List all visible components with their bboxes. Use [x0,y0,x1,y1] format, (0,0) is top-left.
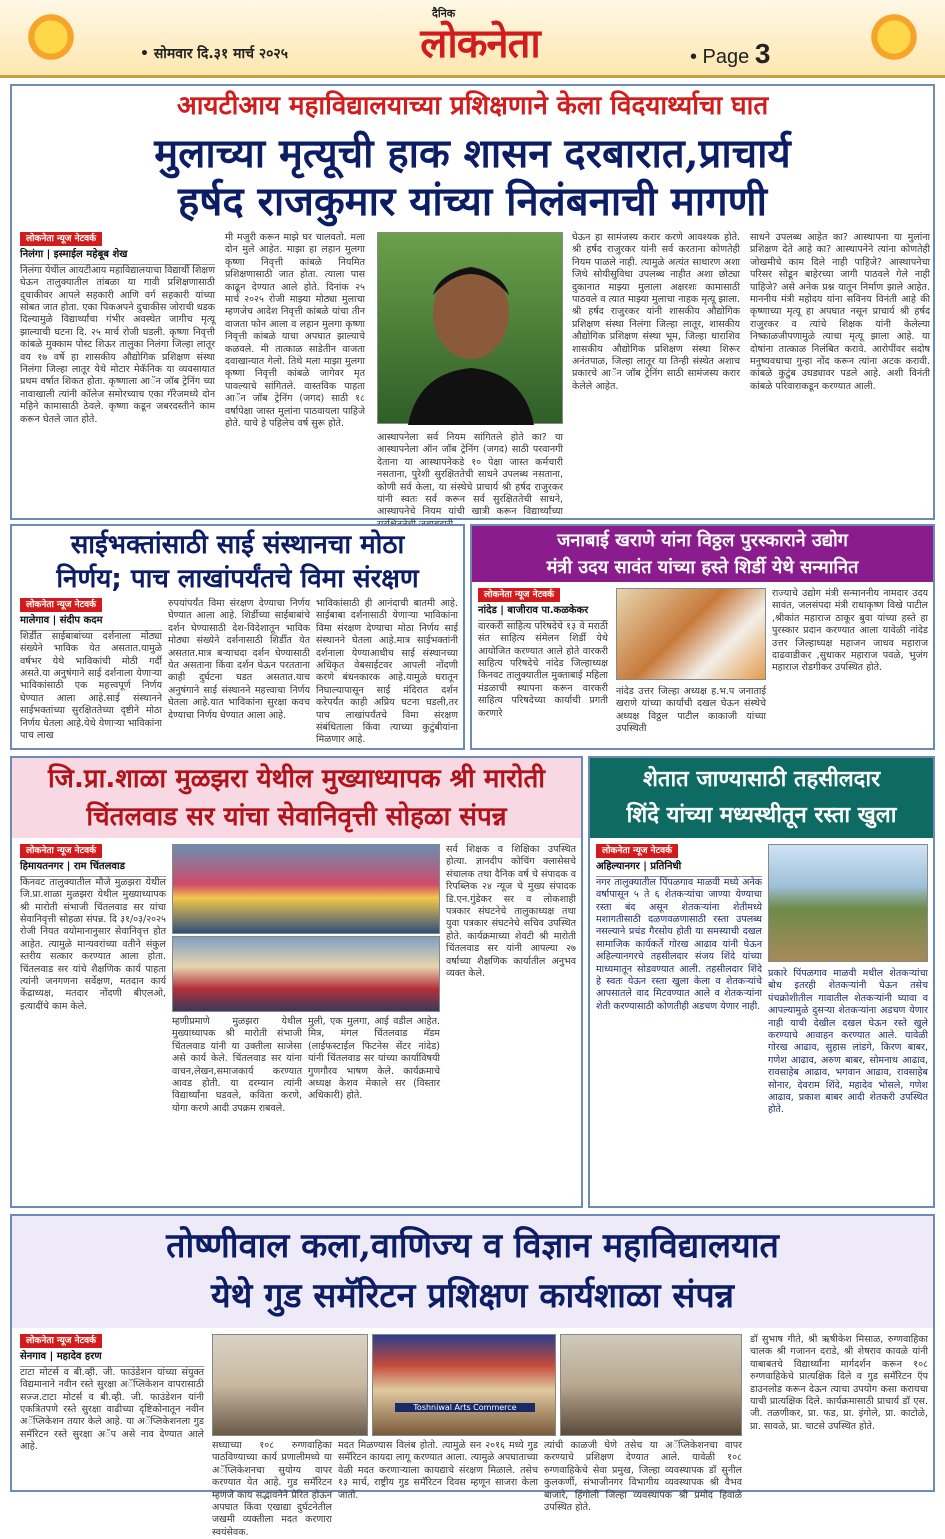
masthead [0,0,945,78]
story-kicker: आयटीआय महाविद्यालयाच्या प्रशिक्षणाने केला विदयार्थ्याचा घात [176,91,769,121]
byline-place: नांदेड | बाजीराव पा.कळकेकर [478,605,608,620]
article-text: मदत मिळण्यास विलंब होतो. त्यामुळे सन २०१६ मध्ये गुड समॅरिटन कायदा लागू करण्यात आला. त्यामुळे अपघाताच्या वेळी मदत करणाऱ्याला कायद्याचे संरक्षण मिळाले. तसेच १३ मार्च, राष्ट्रीय गुड समॅरिटन दिवस म्हणून साजरा केला जातो. [338,1440,538,1501]
article-text: घेऊन हा सामंजस्य करार करणे आवश्यक होते. श्री हर्षद राजुरकर यांनी सर्व करताना कोणतेही नियम पाळले नाही. त्यामुळे अत्यंत साधारण अशा जिथे सोयीसुविधा उपलब्ध नाहीत अशा छोट्या दुकानात माझ्या मुलाला अक्षरशः कामासाठी पाठवले व त्यात माझ्या मुलाचा नाहक मृत्यू झाला. श्री हर्षद राजुरकर यांनी शासकीय औद्योगिक प्रशिक्षण संस्था निलंगा जिल्हा लातूर, शासकीय औद्योगिक प्रशिक्षण संस्था भूम, जिल्हा धाराशिव शासकीय औद्योगिक प्रशिक्षण संस्था शिरूर अनंतपाळ, जिल्हा लातूर या तिन्ही संस्थेत अशाच प्रकारचे आॅन जॉब ट्रेनिंग साठी सामंजस्य करार केलेले आहेत. [572,232,740,392]
article-text: नांदेड उत्तर जिल्हा अध्यक्ष ह.भ.प जनाताई खराणे यांच्या कार्याची दखल घेऊन संस्थेचे अध्यक्ष विठ्ठल पाटील काकाजी यांच्या उपस्थिती [616,686,766,735]
workshop-photo [212,1334,368,1436]
headline-line: निर्णय; पाच लाखांपर्यंतचे विमा संरक्षण [56,564,419,594]
article-text: किनवट तालुक्यातील मौजे मुळझरा येथील जि.प्रा.शाळा मुळझरा येथील मुख्याध्यापक श्री मारोती संभाजी चिंतलवाड सर यांचा सेवानिवृत्ती सोहळा संपन्न. दि ३१/०३/२०२५ रोजी नियत वयोमानानुसार सेवानिवृत्त होत आहेत. त्यामुळे मान्यवरांच्या वतीने संकुल स्तरीय सत्कार करण्यात आला होता. चिंतलवाड सर यांचे शैक्षणिक कार्य पाहता त्यांनी जनगणना सर्वेक्षण, मतदान कार्य केंद्राध्यक्ष, मतदार नोंदणी बीएलओ, इत्यादींचे काम केले. [20,876,166,1012]
article-column [20,598,162,744]
ceremony-photo [172,844,440,934]
brand-logo: लोकनेता [420,20,540,67]
article-column [768,968,928,1202]
article-text: निलंगा येथील आयटीआय महाविद्यालयाचा विद्यार्थी शिक्षण घेऊन तालुक्यातील तांबळा या गावी प्रशिक्षणासाठी दुचाकीवर आपले सहकारी आणि वर्ग सहकारी यांच्या सोबत जात होता. एका पिकअपने दुचाकीस जोराची धडक दिल्यामुळे विद्यार्थ्यांचा गंभीर अवस्थेत जागीच मृत्यू झाल्याची घटना दि. २५ मार्च रोजी घडली. कृष्णा निवृत्ती कांबळे मुक्काम पोस्ट शिऊर तालुका निलंगा जिल्हा लातूर वय १७ वर्षे हा शासकीय औद्योगिक प्रशिक्षण संस्था निलंगा जिल्हा लातूर येथे मोटार मेकॅनिक या व्यवसायात प्रथम वर्षात शिकत होता. कृष्णाला आॅन जॉब ट्रेनिंग च्या नावाखाली त्यांनी कॉलेज समोरच्याच एका गॅरेजमध्ये दोन महिने कामासाठी ठेवले. कृष्णा कडून जबरदस्तीने काम करून घेतले जात होते. [20,264,215,425]
story-headline [12,758,581,838]
article-column [308,1016,440,1202]
article-text: सर्व शिक्षक व शिक्षिका उपस्थित होत्या. ज्ञानदीप कोचिंग क्लासेसचे संचालक तथा दैनिक वर्ष चे संपादक व रिपब्लिक २४ न्यूज चे मुख्य संपादक डि.एन.गुंडेकर सर व लोकशाही पत्रकार संघटनेचे तालुकाध्यक्ष तथा युवा पत्रकार संघटनेचे सचिव उपस्थित होते. कार्यक्रमाच्या शेवटी श्री मारोती चिंतलवाड सर यांनी आपल्या २७ वर्षाच्या शैक्षणिक कार्यातील अनुभव व्यक्त केले. [446,844,576,980]
byline-tag: लोकनेता न्यूज नेटवर्क [20,598,102,612]
article-column [316,598,458,744]
ceremony-photo [172,936,440,1012]
article-text: मुली, एक मुलगा, आई वडील आहेत. मित्र, मंगल चिंतलवाड मॅडम (लाईफस्टाईल फिटनेस सेंटर नांदेड) यांनी चिंतलवाड सर यांच्या कार्याविषयी गुणगौरव भाषण केले. कार्यक्रमाचे अध्यक्ष केशव मेकाले सर (विस्तार अधिकारी) होते. [308,1016,440,1102]
byline-place: निलंगा | इस्माईल महेबूब शेख [20,249,215,264]
article-text: वारकरी साहित्य परिषदेचे १३ वे मराठी संत साहित्य संमेलन शिर्डी येथे आयोजित करण्यात आले होते वारकरी साहित्य परिषदेचे नांदेड जिल्हाध्यक्ष किनवट तालुक्यातील मुक्ताबाई महिला मंडळाची स्थापना करून वारकरी साहित्य परिषदेच्या कार्याची प्रगती करणारे [478,620,608,719]
article-text: नगर तालुक्यातील पिंपळगाव माळवी मध्ये अनेक वर्षापासून ५ ते ६ शेतकऱ्यांचा जाण्या येण्याचा रस्ता बंद असून शेतकऱ्यांना शेतीमध्ये मशागतीसाठी दळणवळणासाठी रस्ता उपलब्ध नसल्याने प्रचंड गैरसोय होती या समस्याची दखल सामाजिक कार्यकर्ते गोरख आढाव यांनी घेऊन अहिल्यानगरचे तहसीलदार संजय शिंदे यांच्या माध्यमातून सोडवण्यात आली. तहसीलदार शिंदे हे स्वतः येऊन रस्ता खुला केला व शेतकऱ्यांचे आपसातले वाद मिटवण्यात आले व शेतकऱ्यांना शेती करण्यासाठी कोणतीही अडचण येणार नाही. [596,876,762,1012]
headline-line: चिंतलवाड सर यांचा सेवानिवृत्ती सोहळा संपन्न [86,802,507,832]
article-text: त्यांची काळजी घेणे तसेच या अॅप्लिकेशनचा वापर करण्याचे प्रशिक्षण देण्यात आले. यावेळी १०८ रुग्णवाहिकेचे सेवा प्रमुख, जिल्हा व्यवस्थापक डॉ सुनील कुलकर्णी, संभाजीनगर विभागीय व्यवस्थापक श्री वैभव बाजारे, हिंगोली जिल्हा व्यवस्थापक श्री प्रमोद हिवाळे उपस्थित होते. [544,1440,742,1514]
award-photo [616,588,766,680]
byline-tag: लोकनेता न्यूज नेटवर्क [20,1334,102,1348]
headline-line: मंत्री उदय सावंत यांच्या हस्ते शिर्डी येथे सन्मानित [546,557,859,578]
article-text: डॉ सुभाष गीते, श्री ऋषीकेश मिसाळ, रुग्णवाहिका चालक श्री गजानन दराडे, श्री शेषराव कावळे यांनी याबाबतचे विद्यार्थ्यांना मार्गदर्शन करून १०८ रुग्णवाहिकेचे प्रात्यक्षिक दिले व गुड समॅरिटन ऍप डाउनलोड करून देऊन त्याचा उपयोग कसा करायचा याची प्रात्यक्षिक दिले. कार्यक्रमासाठी प्राचार्य डॉ एस. जी. तळणीकर, प्रा. फड, प्रा. इंगोले, प्रा. काटोळे, प्रा. सावळे, प्रा. चाटसे उपस्थित होते. [750,1334,928,1432]
article-column [446,844,576,1202]
article-column [20,844,166,1202]
article-column [478,588,608,744]
article-text: शिर्डीत साईबाबांच्या दर्शनाला मोठ्या संख्येने भाविक येत असतात.यामुळे वर्षभर येथे भाविकांची मोठी गर्दी असते.या अनुषंगाने साई दर्शनाला येणाऱ्या भाविकांसाठी एक महत्त्वपूर्ण निर्णय घेण्यात आला आहे.साई संस्थानने साईभक्तांच्या सुरक्षिततेच्या दृष्टीने मोठा निर्णय घेतला आहे.येथे येणाऱ्या भाविकांना पाच लाख [20,630,162,742]
article-column [20,232,215,514]
article-text: सध्याच्या १०८ रुग्णवाहिका पाठविण्याच्या कार्य प्रणालीमध्ये या अॅप्लिकेशनचा सुयोग्य वापर करण्यात येत आहे. गुड समॅरिटन म्हणजे काय सद्भावनेने प्रेरित होऊन अपघात किंवा एखाद्या दुर्घटनेतील जखमी व्यक्तीला मदत करणारा स्वयंसेवक. [212,1440,332,1538]
portrait-photo [377,232,563,424]
sun-icon [865,8,923,66]
workshop-photo [372,1334,556,1436]
article-column [212,1440,332,1538]
article-column [172,1016,302,1202]
article-column [20,1334,204,1486]
story-headline [14,130,931,226]
article-text: साधने उपलब्ध आहेत का? आस्थापना या मुलांना प्रशिक्षण देते आहे का? आस्थापनेने त्यांना कोणतेही जोखमीचे काम दिले नाही पाहिजे? आस्थापनेचा परिसर सोडून बाहेरच्या जागी पाठवले गेले नाही पाहिजे? असे अनेक प्रश्न यातून निर्माण झाले आहेत. माननीय मंत्री महोदय यांना सविनय विनंती आहे की कृष्णाच्या मृत्यू हा अपघात नसून प्राचार्य श्री हर्षद राजुरकर व त्यांचे शिक्षक यांनी केलेल्या निष्काळजीपणामुळे त्याचा मृत्यू झाला आहे. या दोषांना तात्काळ निलंबित करावे. आरोपींवर सदोष मनुष्यवधाचा गुन्हा नोंद करून त्यांना अटक करावी. कांबळे कुटुंब उघड्यावर पडले आहे. अशी विनंती कांबळे परिवाराकडून करण्यात आली. [750,232,930,392]
article-text: रुपयांपर्यंत विमा संरक्षण देण्याचा निर्णय घेण्यात आला आहे. शिर्डीच्या साईबाबांचे दर्शन घेण्यासाठी देश-विदेशातून भाविक मोठ्या संख्येने दर्शनासाठी शिर्डीत येत असतात.मात्र बऱ्याचदा दर्शन घेण्यासाठी येत असताना किंवा दर्शन घेऊन परतताना काही दुर्घटना घडत असतात.याच अनुषंगाने साई संस्थानने महत्त्वाचा निर्णय घेतला आहे.यात भाविकांना सुरक्षा कवच देण्याचा निर्णय घेण्यात आला आहे. [168,598,310,721]
article-column [572,232,740,514]
story-headline [472,526,933,582]
page-indicator [690,38,770,70]
headline-line: जनाबाई खराणे यांना विठ्ठल पुरस्काराने उद्योग [557,530,848,551]
article-text: मी मजुरी करून माझे घर चालवतो. मला दोन मुले आहेत. माझा हा लहान मुलगा कृष्णा निवृत्ती कांबळे नियमित प्रशिक्षणासाठी जात होता. त्याला पास काढून देण्यात आले होते. दिनांक २५ मार्च २०२५ रोजी माझ्या मोठ्या मुलाचा म्हणजेच आदेश निवृत्ती कांबळे यांचा तीन वाजता फोन आला व लहान मुलगा कृष्णा निवृत्ती कांबळे याचा अपघात झाल्याचे कळवले. मी तात्काळ साडेतीन वाजता दवाखान्यात गेलो. तिथे मला माझा मुलगा कृष्णा निवृत्ती कांबळे जागेवर मृत पावल्याचे सांगितले. वास्तविक पाहता आॅन जॉब ट्रेनिंग (जगद) साठी १८ वर्षापेक्षा जास्त मुलांना पाठवायला पाहिजे होते. याचे हे पहिलेच वर्ष सुरू होते. [225,232,365,430]
article-column [750,232,930,514]
article-text: प्रकारे पिंपळगाव माळवी मधील शेतकऱ्यांचा बोध इतरही शेतकऱ्यांनी घेऊन तसेच पंचक्रोशीतील गावातील शेतकऱ्यांनी घ्यावा व आपल्यामुळे दुसऱ्या शेतकऱ्यांना अडचण येणार नाही याची देखील दखल घेऊन रस्ते खुले करण्याचे आवाहन करण्यात आले. यावेळी गोरख आढाव, सुहास लांडगे, किरण बाबर, गणेश आढाव, अरुण बाबर, सोमनाथ आढाव, रावसाहेब आढाव, भगवान आढाव, रावसाहेब सोनार, देवराम शिंदे, महादेव भोसले, गणेश आढाव, प्रकाश बाबर आदी शेतकरी उपस्थित होते. [768,968,928,1116]
byline-tag: लोकनेता न्यूज नेटवर्क [596,844,678,858]
headline-line: हर्षद राजकुमार यांच्या निलंबनाची मागणी [178,178,767,225]
headline-line: तोष्णीवाल कला,वाणिज्य व विज्ञान महाविद्यालयात [166,1226,779,1266]
page-number: 3 [754,38,771,69]
byline-tag: लोकनेता न्यूज नेटवर्क [20,844,102,858]
article-column [168,598,310,744]
page-label: • Page [690,46,750,68]
story-headline [14,528,461,596]
issue-date: • सोमवार दि.३१ मार्च २०२५ [140,46,288,62]
byline-tag: लोकनेता न्यूज नेटवर्क [478,588,560,602]
road-photo [768,844,928,962]
article-column [544,1440,742,1514]
article-text: टाटा मोटर्स व बी.व्ही. जी. फाउंडेशन यांच्या संयुक्त विद्यमानाने नवीन रस्ते सुरक्षा अॅप्लिकेशन वापरासाठी सज्ज.टाटा मोटर्स व बी.व्ही. जी. फाउंडेशन यांनी एकत्रितपणे रस्ते सुरक्षा वाढीच्या दृष्टिकोनातून नवीन अॅप्लिकेशन तयार केले आहे. या अॅप्लिकेशनला गुड समॅरिटन रस्ते सुरक्षा अॅप असे नाव देण्यात आले आहे. [20,1366,204,1453]
headline-line: साईभक्तांसाठी साई संस्थानचा मोठा [70,530,405,560]
article-column [596,844,762,1202]
story-headline [590,758,933,838]
article-column [338,1440,538,1501]
byline-tag: लोकनेता न्यूज नेटवर्क [20,232,102,246]
byline-place: मालेगाव | संदीप कदम [20,615,162,630]
article-text: म्हणीप्रमाणे मुळझरा येथील मुख्याध्यापक श्री मारोती संभाजी चिंतलवाड यांनी या उक्तीला साजेसा असे कार्य केले. चिंतलवाड सर यांना वाचन,लेखन,समाजकार्य करण्यात आवड होती. या दरम्यान त्यांनी विद्यार्थ्यांना घडवले, कविता करणे, योगा करणे आदी उपक्रम राबवले. [172,1016,302,1114]
headline-line: मुलाच्या मृत्यूची हाक शासन दरबारात,प्राचार्य [154,130,791,177]
article-column [750,1334,928,1486]
story-headline [12,1216,933,1328]
article-column [772,588,928,744]
headline-line: जि.प्रा.शाळा मुळझरा येथील मुख्याध्यापक श्री मारोती [47,764,546,794]
article-text: आस्थापनेला सर्व नियम सांगितले होते का? या आस्थापनेला ऑन जॉब ट्रेनिंग (जगद) साठी परवानगी देताना या आस्थापनेकडे १० पेक्षा जास्त कर्मचारी नसताना, पुरेशी सुरक्षिततेची साधने उपलब्ध नसताना, कोणी सर्व केला, या संस्थेचे प्राचार्य श्री हर्षद राजुरकर यांनी स्वतः सर्व करून सर्व सुरक्षिततेची साधने, आस्थापनेचे नियम यांची खात्री करून विद्यार्थ्यांच्या [377,432,563,518]
college-banner: Toshniwal Arts Commerce [395,1403,535,1412]
brand-small: दैनिक [432,7,456,20]
headline-line: येथे गुड समॅरिटन प्रशिक्षण कार्यशाळा संपन्न [210,1276,735,1316]
headline-line: शेतात जाण्यासाठी तहसीलदार [642,767,881,792]
byline-place: सेनगाव | महादेव हरण [20,1351,204,1366]
article-text: भाविकांसाठी ही आनंदाची बातमी आहे. साईबाबा दर्शनासाठी येणाऱ्या भाविकांना विमा संरक्षण देण्याचा मोठा निर्णय साई संस्थानने घेतला आहे.मात्र साईभक्तांनी दर्शनाला येण्याआधीच साई संस्थानच्या अधिकृत वेबसाईटवर आपली नोंदणी करणे बंधनकारक आहे.यामुळे घरातून निघाल्यापासून साई मंदिरात दर्शन करेपर्यंत काही अप्रिय घटना घडली,तर पाच लाखांपर्यंतचे विमा संरक्षण संबंधिताला किंवा त्याच्या कुटुंबीयांना मिळणार आहे. [316,598,458,746]
workshop-photo [560,1334,742,1436]
article-column [377,432,563,516]
article-column [225,232,365,514]
sun-icon [22,8,80,66]
headline-line: शिंदे यांच्या मध्यस्थीतून रस्ता खुला [626,803,897,828]
byline-place: हिमायतनगर | राम चिंतलवाड [20,861,166,876]
article-column [616,686,766,744]
article-text: राज्याचे उद्योग मंत्री सन्माननीय नामदार उदय सावंत, जलसंपदा मंत्री राधाकृष्ण विखे पाटील ,श्रीकांत महाराज ठाकूर बुवा यांच्या हस्ते हा पुरस्कार प्रदान करण्यात आला यावेळी नांदेड उत्तर जिल्हाध्यक्ष महाजन जाधव महाराज दाढवाडीकर ,सुधाकर महाराज पवळे, भुजंग महाराज रोडगीकर उपस्थित होते. [772,588,928,674]
byline-place: अहिल्यानगर | प्रतिनिधी [596,861,762,876]
